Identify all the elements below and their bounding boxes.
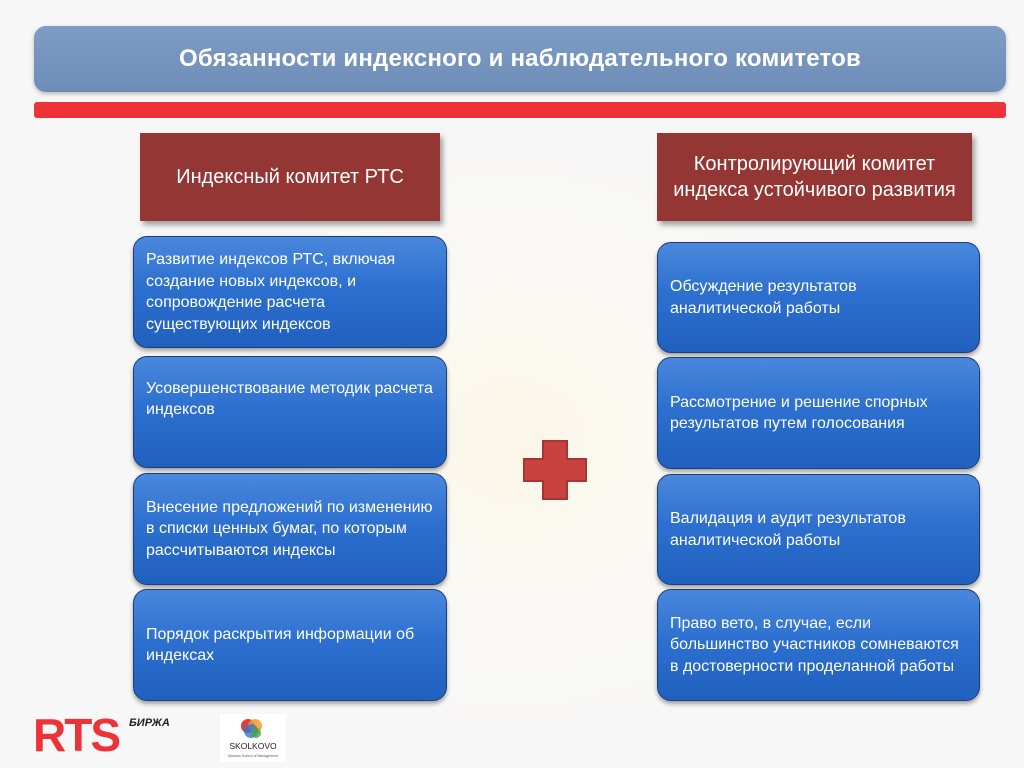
skolkovo-logo-text: SKOLKOVO bbox=[229, 741, 277, 751]
skolkovo-logo bbox=[220, 714, 286, 762]
control-duty-text: Рассмотрение и решение спорных результатов путем голосования bbox=[670, 393, 928, 432]
index-duty-box bbox=[133, 236, 447, 348]
red-divider bbox=[34, 102, 1006, 118]
index-duty-box bbox=[133, 356, 447, 468]
control-duty-text: Обсуждение результатов аналитической работы bbox=[670, 278, 857, 317]
page-title: Обязанности индексного и наблюдательного комитетов bbox=[179, 45, 861, 72]
control-committee-header bbox=[657, 133, 972, 221]
control-duty-box bbox=[657, 242, 980, 353]
index-committee-header bbox=[140, 133, 440, 221]
index-duty-text: Внесение предложений по изменению в списки ценных бумаг, по которым рассчитываются индексы bbox=[146, 498, 433, 559]
control-committee-title: Контролирующий комитет индекса устойчивого развития bbox=[673, 153, 956, 201]
index-duty-box bbox=[133, 473, 447, 585]
title-bar bbox=[34, 26, 1006, 92]
index-duty-text: Порядок раскрытия информации об индексах bbox=[146, 625, 415, 664]
plus-icon bbox=[522, 439, 588, 501]
index-committee-title: Индексный комитет РТС bbox=[176, 166, 404, 188]
skolkovo-logo-subtext: Moscow School of Management bbox=[228, 754, 278, 758]
control-duty-text: Валидация и аудит результатов аналитической работы bbox=[670, 510, 906, 549]
rts-logo-subtext: БИРЖА bbox=[129, 717, 170, 729]
index-duty-text: Усовершенствование методик расчета индексов bbox=[146, 379, 433, 418]
index-duty-box bbox=[133, 589, 447, 701]
rts-logo bbox=[33, 713, 183, 757]
index-duty-text: Развитие индексов РТС, включая создание новых индексов, и сопровождение расчета существующих индексов bbox=[146, 251, 396, 333]
control-duty-text: Право вето, в случае, если большинство участников сомневаются в достоверности проделанной работы bbox=[670, 614, 959, 675]
rts-logo-text: RTS bbox=[33, 713, 119, 757]
control-duty-box bbox=[657, 589, 980, 701]
control-duty-box bbox=[657, 474, 980, 585]
control-duty-box bbox=[657, 357, 980, 469]
